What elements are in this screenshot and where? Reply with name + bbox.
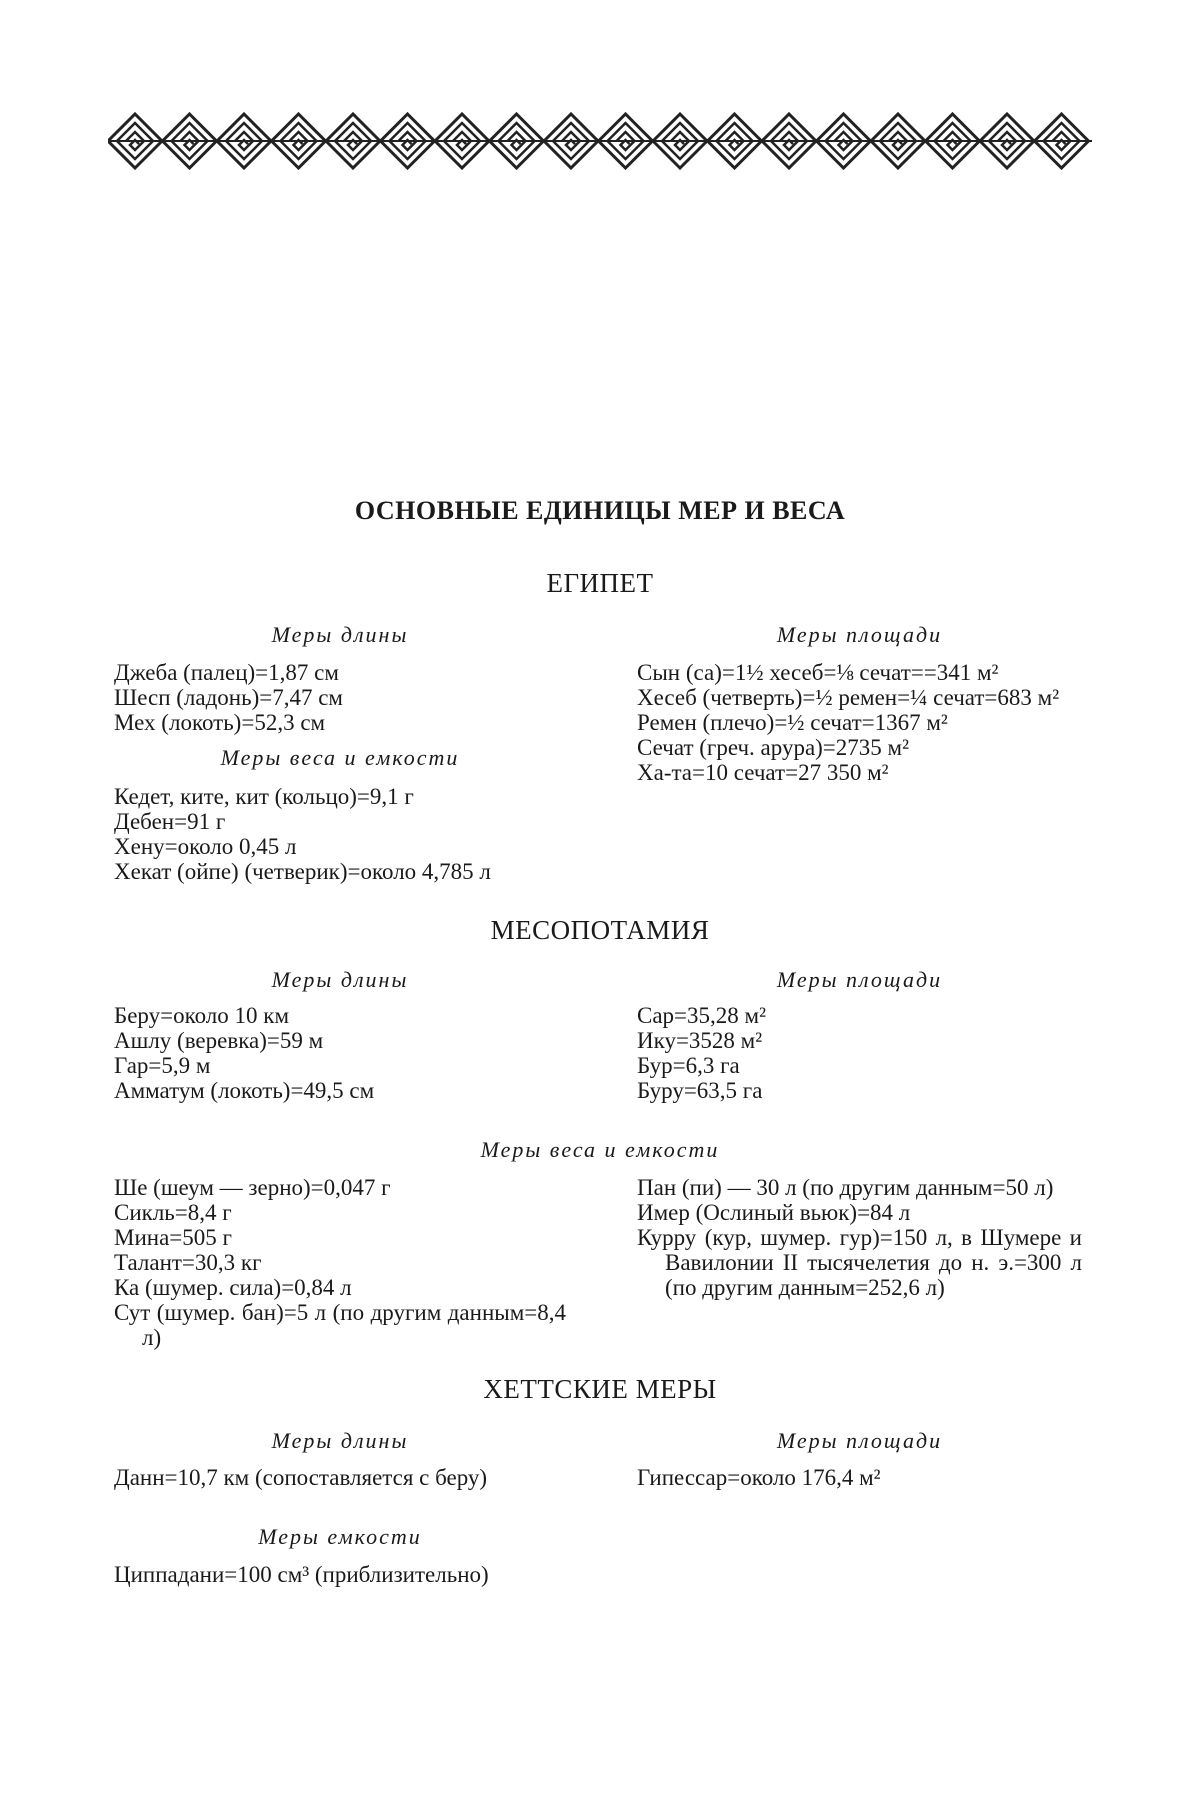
- list-item: Имер (Ослиный вьюк)=84 л: [637, 1200, 911, 1225]
- list-item: Ремен (плечо)=½ сечат=1367 м²: [637, 710, 948, 735]
- list-item: Гар=5,9 м: [114, 1053, 211, 1078]
- egypt-area-list: [637, 660, 1082, 785]
- hittite-capacity-list: [114, 1562, 566, 1587]
- list-item: Ха-та=10 сечат=27 350 м²: [637, 760, 889, 785]
- mesopotamia-length-heading: Меры длины: [271, 967, 409, 992]
- section-title-mesopotamia: МЕСОПОТАМИЯ: [490, 915, 710, 945]
- list-item: Талант=30,3 кг: [114, 1250, 262, 1275]
- hittite-area-heading: Меры площади: [776, 1428, 943, 1453]
- hittite-area-list: [637, 1465, 1082, 1490]
- mesopotamia-weight-left-list: [114, 1175, 566, 1350]
- list-item: Гипессар=около 176,4 м²: [637, 1465, 881, 1490]
- list-item: Джеба (палец)=1,87 см: [114, 660, 339, 685]
- hittite-length-list: [114, 1465, 566, 1490]
- list-item: Ашлу (веревка)=59 м: [114, 1028, 324, 1053]
- mesopotamia-area-heading: Меры площади: [776, 967, 943, 992]
- egypt-area-heading: Меры площади: [776, 622, 943, 647]
- mesopotamia-weight-right-list: [637, 1175, 1082, 1300]
- list-item: Ка (шумер. сила)=0,84 л: [114, 1275, 352, 1300]
- mesopotamia-weight-heading: Меры веса и емкости: [480, 1137, 720, 1162]
- list-item: Сут (шумер. бан)=5 л (по другим данным=8,4 л): [114, 1300, 566, 1350]
- list-item: Хесеб (четверть)=½ ремен=¼ сечат=683 м²: [637, 685, 1060, 710]
- list-item: Бур=6,3 га: [637, 1053, 740, 1078]
- list-item: Данн=10,7 км (сопоставляется с беру): [114, 1465, 488, 1490]
- list-item: Мина=505 г: [114, 1225, 232, 1250]
- list-item: Хекат (ойпе) (четверик)=около 4,785 л: [114, 859, 491, 884]
- list-item: Сар=35,28 м²: [637, 1003, 766, 1028]
- list-item: Дебен=91 г: [114, 809, 226, 834]
- list-item: Шесп (ладонь)=7,47 см: [114, 685, 343, 710]
- list-item: Хену=около 0,45 л: [114, 834, 297, 859]
- egypt-weight-heading: Меры веса и емкости: [220, 745, 460, 770]
- list-item: Амматум (локоть)=49,5 см: [114, 1078, 375, 1103]
- list-item: Беру=около 10 км: [114, 1003, 289, 1028]
- list-item: Мех (локоть)=52,3 см: [114, 710, 326, 735]
- list-item: Сечат (греч. арура)=2735 м²: [637, 735, 909, 760]
- list-item: Циппадани=100 см³ (приблизительно): [114, 1562, 489, 1587]
- list-item: Ше (шеум — зерно)=0,047 г: [114, 1175, 391, 1200]
- mesopotamia-area-list: [637, 1003, 1082, 1103]
- section-title-hittite: ХЕТТСКИЕ МЕРЫ: [483, 1374, 717, 1404]
- list-item: Курру (кур, шумер. гур)=150 л, в Шумере и Вавилонии II тысячелетия до н. э.=300 л (по другим данным=252,6 л): [637, 1225, 1082, 1300]
- hittite-length-heading: Меры длины: [271, 1428, 409, 1453]
- mesopotamia-length-list: [114, 1003, 566, 1103]
- meander-border-ornament: [108, 112, 1092, 170]
- list-item: Ику=3528 м²: [637, 1028, 763, 1053]
- hittite-capacity-heading: Меры емкости: [258, 1524, 422, 1549]
- list-item: Буру=63,5 га: [637, 1078, 763, 1103]
- list-item: Пан (пи) — 30 л (по другим данным=50 л): [637, 1175, 1054, 1200]
- egypt-length-list: [114, 660, 566, 735]
- list-item: Сын (са)=1½ хесеб=⅛ сечат==341 м²: [637, 660, 999, 685]
- egypt-weight-list: [114, 784, 566, 884]
- section-title-egypt: ЕГИПЕТ: [546, 568, 654, 598]
- list-item: Кедет, ките, кит (кольцо)=9,1 г: [114, 784, 414, 809]
- list-item: Сикль=8,4 г: [114, 1200, 232, 1225]
- page-title: ОСНОВНЫЕ ЕДИНИЦЫ МЕР И ВЕСА: [354, 496, 846, 525]
- egypt-length-heading: Меры длины: [271, 622, 409, 647]
